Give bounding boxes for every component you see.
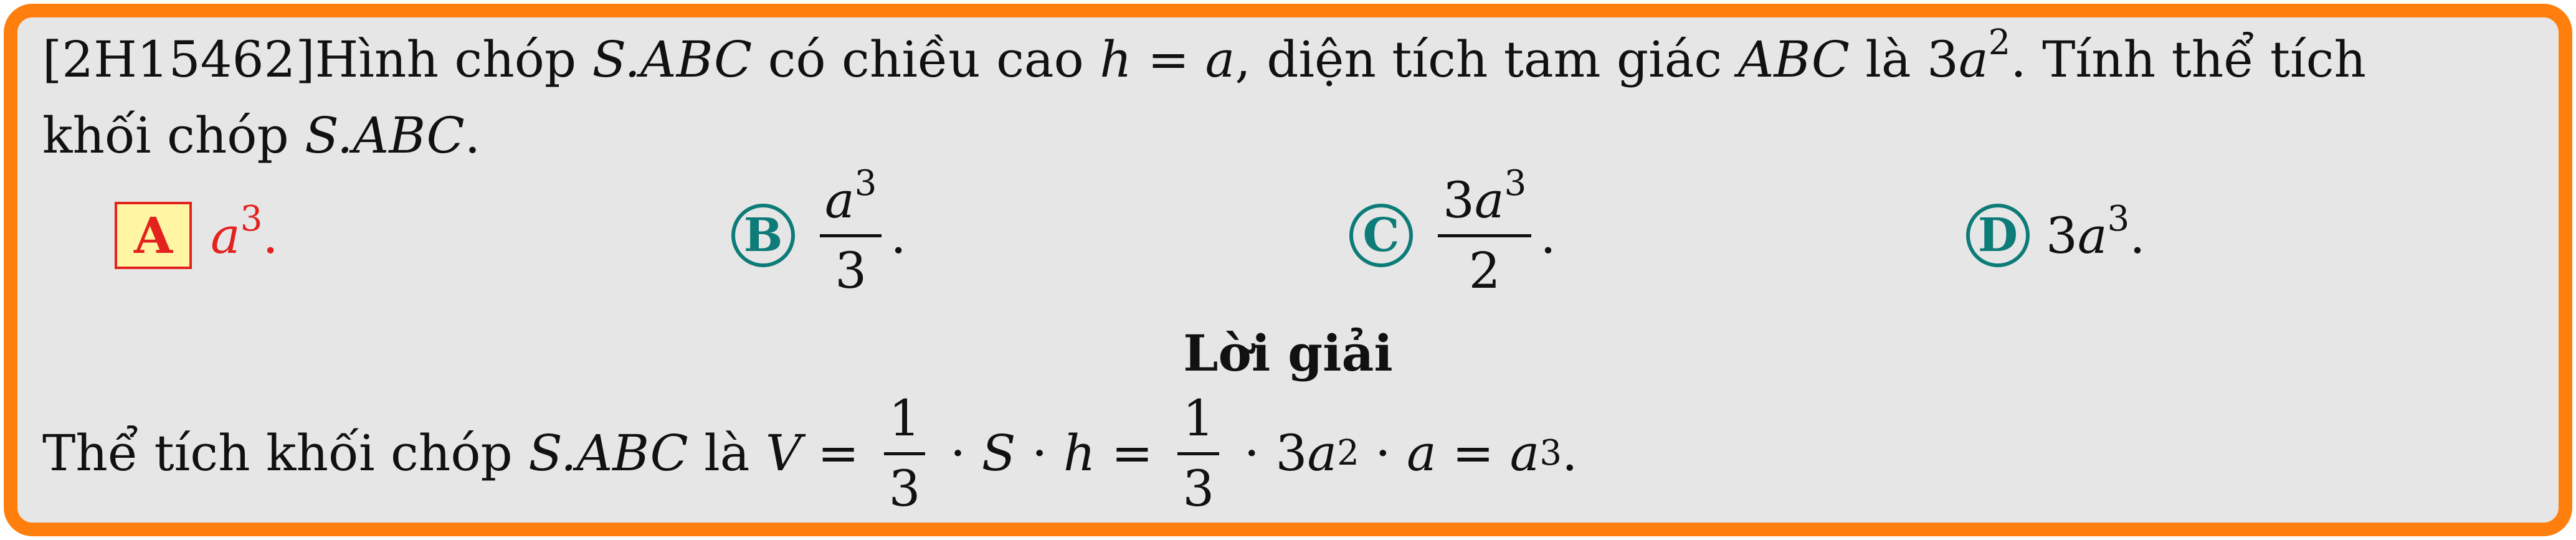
problem-code: [2H15462] bbox=[42, 31, 315, 88]
problem-line-1 bbox=[42, 22, 2366, 88]
solution-a-variable-3: a bbox=[1509, 424, 1540, 482]
solution-pyramid-name: S.ABC bbox=[528, 424, 688, 482]
option-c-num-exponent: 3 bbox=[1504, 163, 1527, 204]
problem-text-5: . Tính thể tích bbox=[2010, 31, 2366, 88]
option-a-base: a bbox=[211, 206, 240, 265]
option-b-num-exponent: 3 bbox=[854, 163, 877, 204]
problem-line-2 bbox=[42, 107, 481, 164]
triangle-name: ABC bbox=[1737, 31, 1850, 88]
solution-a-variable-1: a bbox=[1307, 424, 1338, 482]
solution-text-2: là bbox=[688, 424, 766, 482]
option-d-answer bbox=[2046, 198, 2146, 265]
solution-frac2-den: 3 bbox=[1182, 459, 1215, 518]
solution-S-variable: S bbox=[981, 424, 1016, 482]
option-b[interactable] bbox=[731, 161, 906, 310]
problem-text-3: , diện tích tam giác bbox=[1235, 31, 1738, 88]
option-d-badge: D bbox=[1966, 204, 2030, 267]
solution-a-variable-2: a bbox=[1407, 424, 1437, 482]
solution-dot-4: · bbox=[1359, 424, 1407, 482]
solution-eq-3: = bbox=[1436, 424, 1510, 482]
option-d-exponent: 3 bbox=[2107, 198, 2130, 239]
option-b-suffix: . bbox=[890, 206, 906, 265]
option-d-suffix: . bbox=[2129, 206, 2146, 265]
option-c-badge: C bbox=[1349, 204, 1413, 267]
option-b-fraction bbox=[820, 163, 882, 300]
problem-text-4: là 3 bbox=[1849, 31, 1959, 88]
option-c-num-base: a bbox=[1474, 171, 1504, 229]
solution-frac2-num: 1 bbox=[1177, 390, 1219, 455]
solution-fraction-1 bbox=[884, 390, 926, 518]
option-d-coef: 3 bbox=[2046, 206, 2078, 265]
option-c-denominator: 2 bbox=[1468, 241, 1501, 300]
problem-text-1: Hình chóp bbox=[315, 31, 592, 88]
solution-fraction-2 bbox=[1177, 390, 1219, 518]
solution-frac1-den: 3 bbox=[888, 459, 921, 518]
pyramid-name-2: S.ABC bbox=[305, 107, 465, 164]
pyramid-name: S.ABC bbox=[592, 31, 753, 88]
area-exponent: 2 bbox=[1988, 22, 2011, 63]
solution-dot-1: · bbox=[934, 424, 982, 482]
option-b-num-base: a bbox=[825, 171, 855, 229]
solution-heading: Lời giải bbox=[1183, 324, 1393, 382]
option-c[interactable] bbox=[1349, 161, 1556, 310]
solution-dot-2: · bbox=[1015, 424, 1063, 482]
option-a[interactable] bbox=[115, 161, 278, 310]
option-b-denominator: 3 bbox=[835, 241, 867, 300]
solution-h-variable: h bbox=[1063, 424, 1096, 482]
option-a-suffix: . bbox=[262, 206, 278, 265]
area-variable: a bbox=[1958, 31, 1989, 88]
problem-text-2: có chiều cao bbox=[752, 31, 1100, 88]
option-c-suffix: . bbox=[1540, 206, 1556, 265]
solution-frac1-num: 1 bbox=[884, 390, 926, 455]
height-variable: h bbox=[1100, 31, 1132, 88]
volume-variable: V bbox=[765, 424, 802, 482]
option-c-num-coef: 3 bbox=[1443, 171, 1475, 229]
option-b-badge: B bbox=[731, 204, 795, 267]
solution-eq-2: = bbox=[1095, 424, 1169, 482]
solution-dot-3: · 3 bbox=[1228, 424, 1308, 482]
solution-eq-1: = bbox=[801, 424, 875, 482]
solution-end: . bbox=[1561, 424, 1578, 482]
solution-text-1: Thể tích khối chóp bbox=[42, 424, 529, 482]
option-a-answer bbox=[211, 198, 278, 265]
option-c-fraction bbox=[1438, 163, 1531, 300]
option-a-badge: A bbox=[115, 202, 192, 269]
option-d[interactable] bbox=[1966, 161, 2146, 310]
option-a-exponent: 3 bbox=[240, 198, 263, 239]
option-d-base: a bbox=[2077, 206, 2108, 265]
problem-text-6: khối chóp bbox=[42, 107, 305, 164]
problem-text-7: . bbox=[464, 107, 481, 164]
a-variable: a bbox=[1205, 31, 1235, 88]
equals-sign: = bbox=[1131, 31, 1205, 88]
solution-line: Thể tích khối chóp S.ABC là V = $\frac{1}{3}$ · S · h = $\frac{1}{3}$ · 3 a 2 · a = a 3 . bbox=[42, 389, 1578, 518]
